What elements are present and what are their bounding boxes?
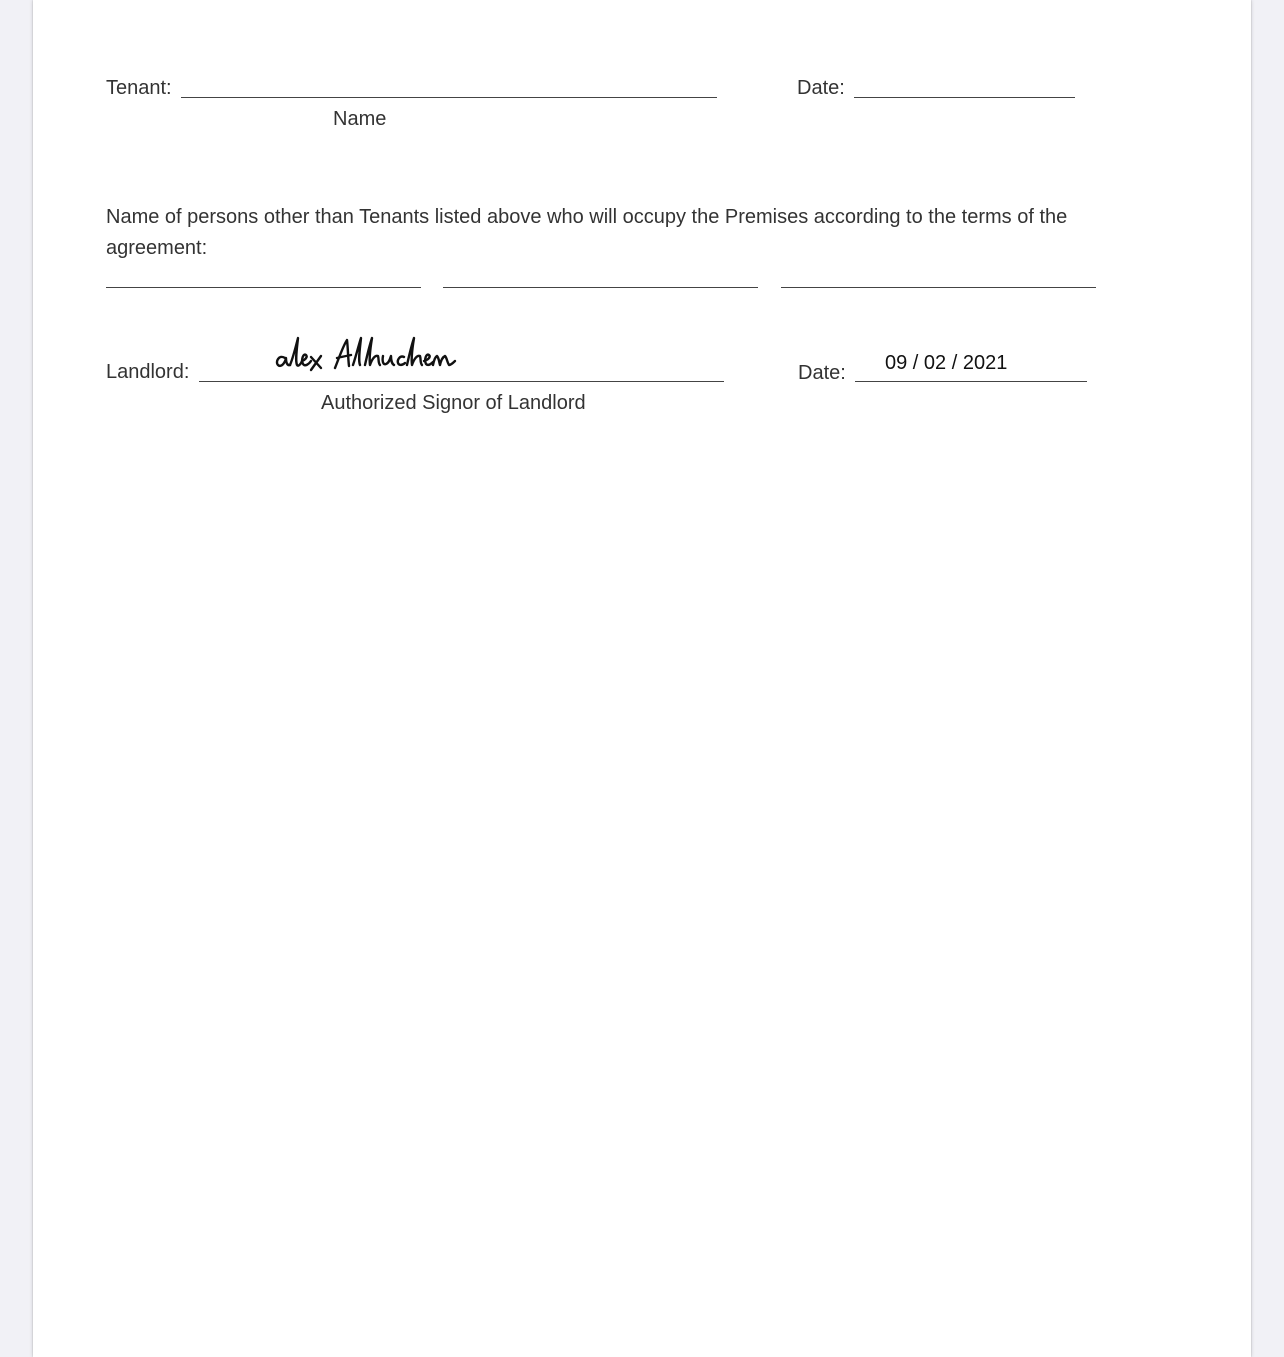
landlord-signer-caption: Authorized Signor of Landlord <box>321 392 586 414</box>
document-page <box>33 0 1251 1357</box>
tenant-label: Tenant: <box>106 77 172 99</box>
landlord-signature <box>273 330 483 376</box>
tenant-name-line[interactable] <box>181 97 717 98</box>
landlord-date-line[interactable] <box>855 381 1087 382</box>
occupants-instruction: Name of persons other than Tenants listed above who will occupy the Premises according to the terms of the agreement: <box>106 206 1068 259</box>
occupant-line-3[interactable] <box>781 287 1096 288</box>
occupant-line-2[interactable] <box>443 287 758 288</box>
tenant-date-line[interactable] <box>854 97 1075 98</box>
landlord-signature-line[interactable] <box>199 381 724 382</box>
landlord-date-label: Date: <box>798 362 846 384</box>
tenant-date-label: Date: <box>797 77 845 99</box>
tenant-name-caption: Name <box>333 108 387 130</box>
landlord-date-value[interactable]: 09 / 02 / 2021 <box>885 352 1008 374</box>
occupant-line-1[interactable] <box>106 287 421 288</box>
landlord-label: Landlord: <box>106 361 190 383</box>
